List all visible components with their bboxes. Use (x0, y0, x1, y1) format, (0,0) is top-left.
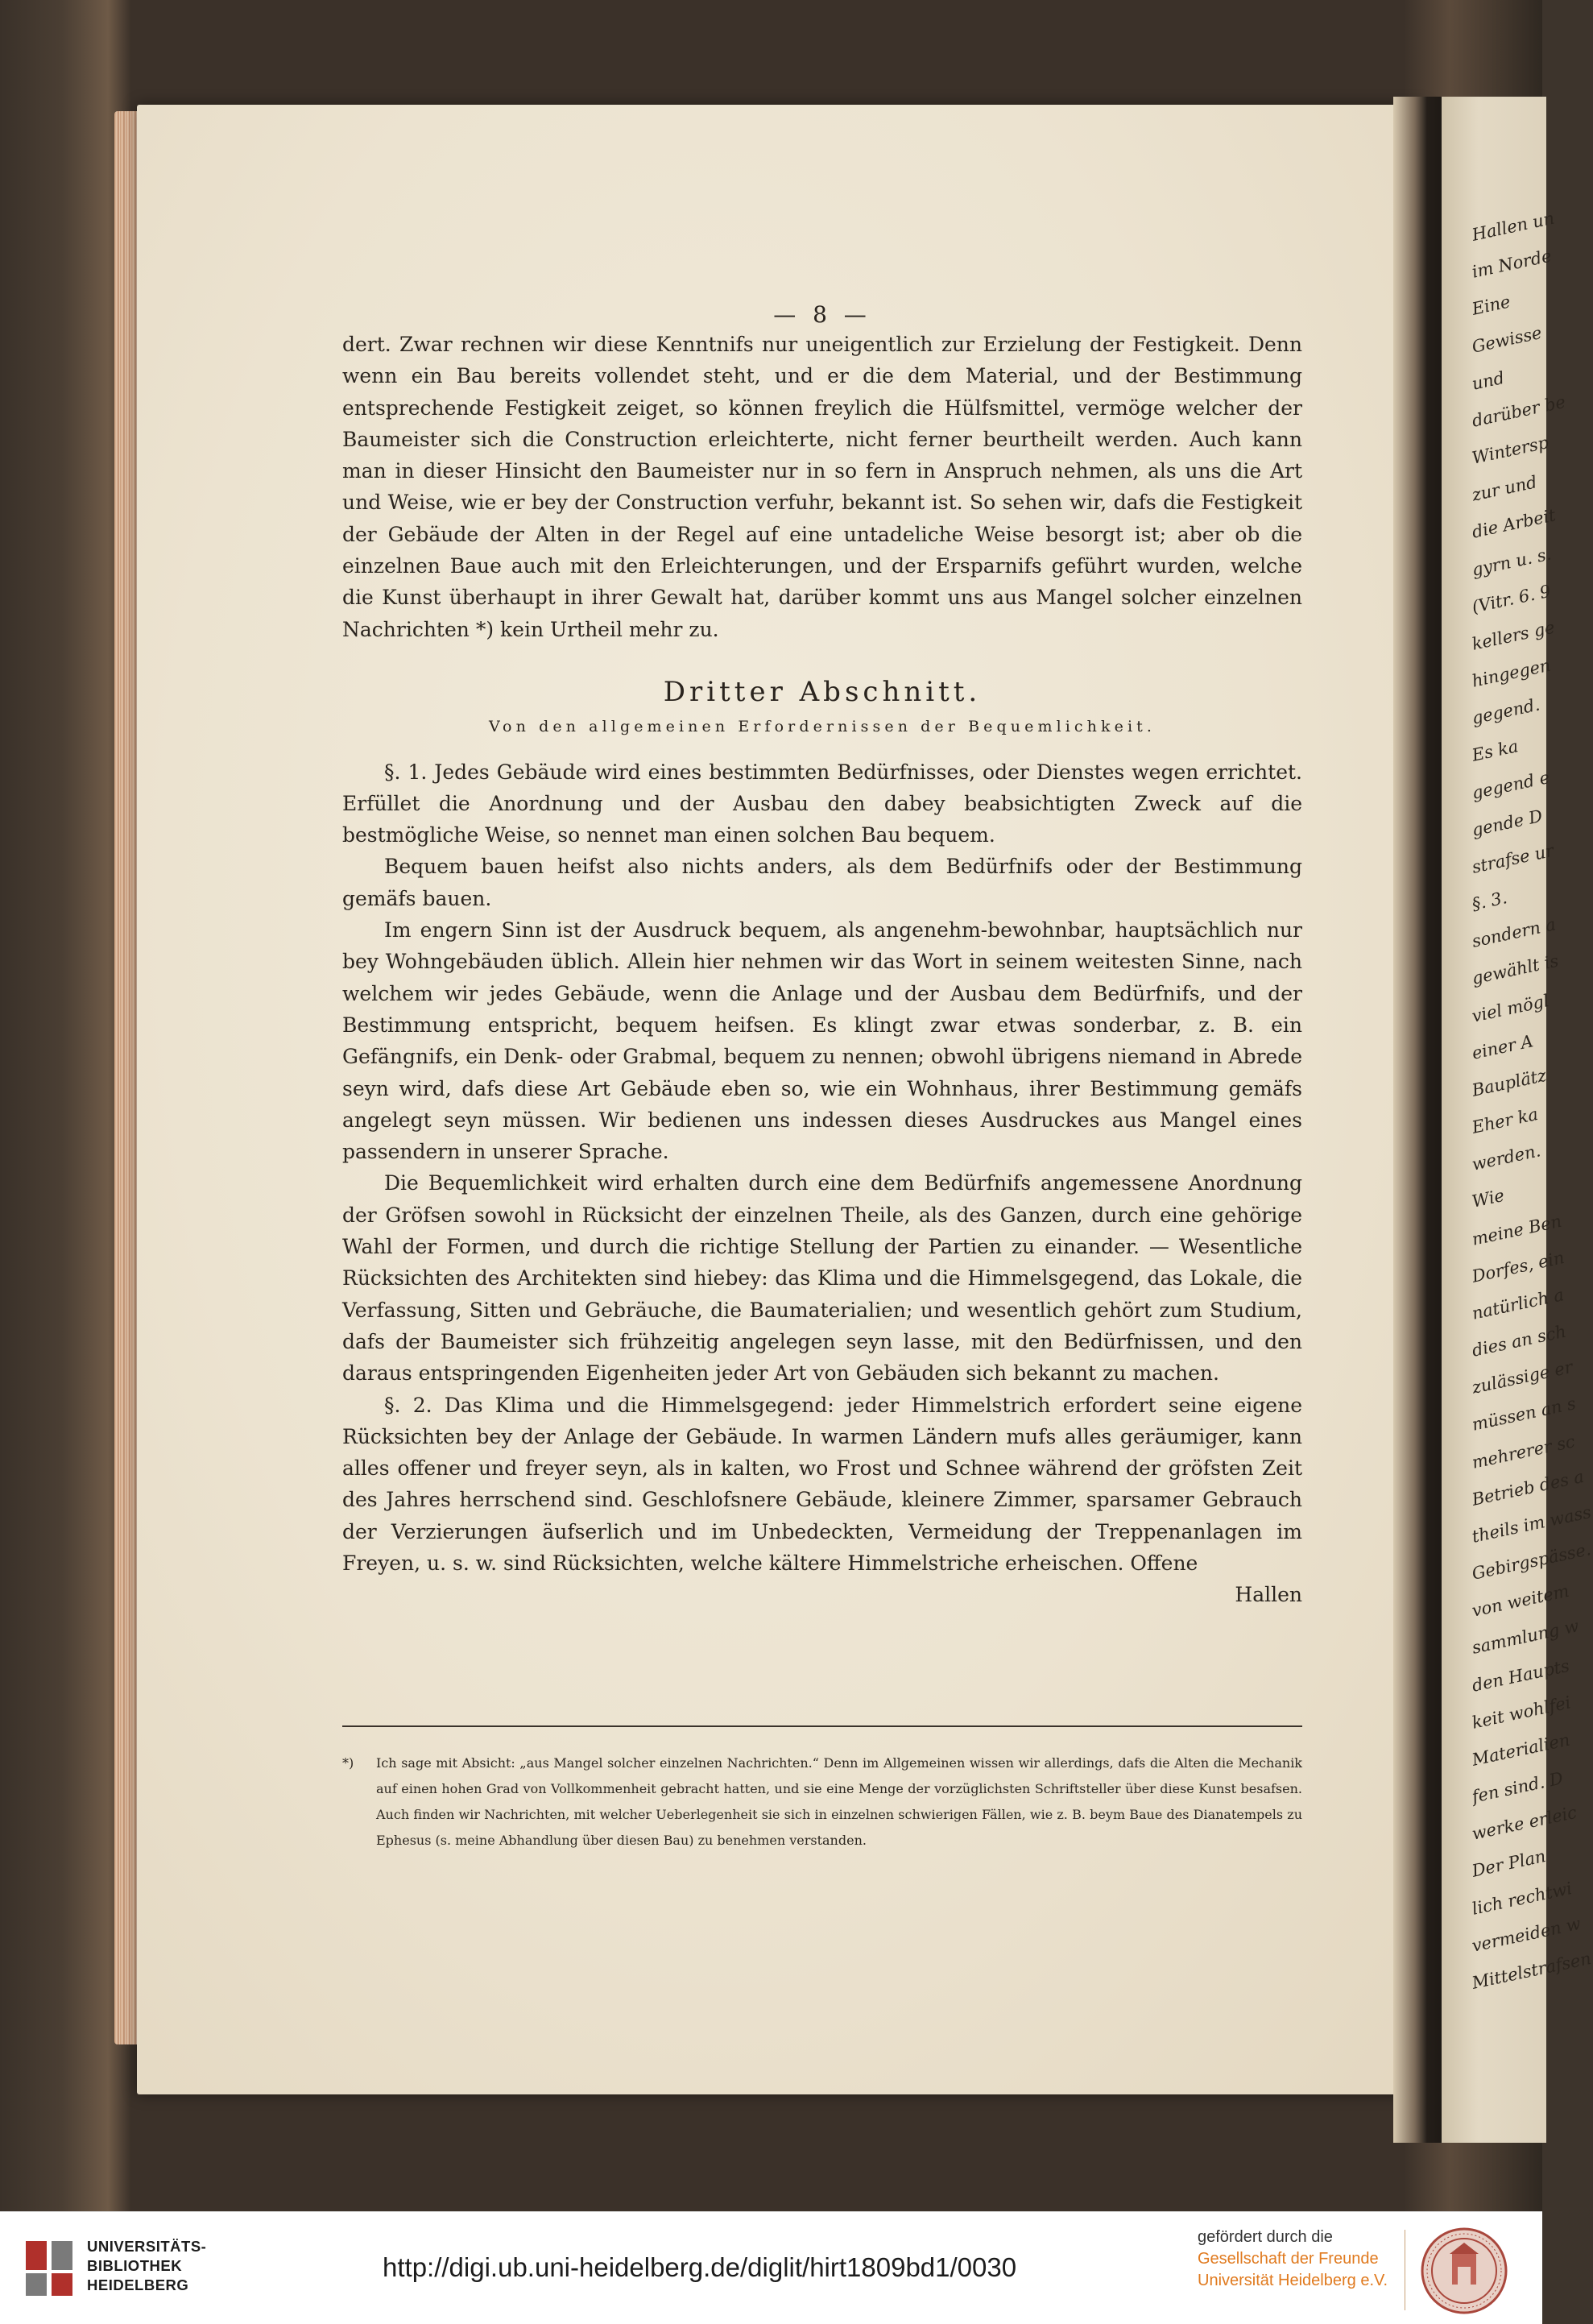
page-number: — 8 — (773, 301, 871, 328)
next-page-fragment-text: gende D (1470, 806, 1545, 840)
next-page-fragment-text: Eher ka (1470, 1104, 1540, 1137)
next-page-fragment-text: gyrn u. s. (1470, 544, 1554, 580)
next-page-fragment-text: theils im wass (1470, 1502, 1593, 1547)
next-page-fragment-text: gegend e (1470, 767, 1552, 803)
next-page-fragment-text: Es ka (1470, 736, 1521, 766)
next-page-fragment-text: Materialien (1470, 1730, 1572, 1770)
next-page-fragment-text: von weitem (1470, 1581, 1571, 1622)
paragraph-bequemlichkeit: Die Bequemlichkeit wird erhalten durch eine dem Bedürfnifs angemessene Anordnung der Gröfsen sowohl in Rücksicht der einzelnen Theile, als des Ganzen, durch eine gehörige Wahl der Formen, und durch die richtige Stellung der Partien zu einander. — Wesentliche Rücksichten des Architekten sind hiebey: das Klima und die Himmelsgegend, das Lokale, die Verfassung, Sitten und Gebräuche, die Baumaterialien; und wesentlich gehört zum Studium, dafs der Baumeister sich frühzeitig angelegen seyn lasse, mit den Bedürfnissen, und den daraus entspringenden Eigenheiten jeder Art von Gebäuden sich bekannt zu machen. (342, 1171, 1302, 1386)
next-page-fragment-text: hingegen (1470, 655, 1553, 691)
next-page-fragment-text: müssen an s (1470, 1394, 1578, 1435)
next-page-fragment-text: sondern a (1470, 914, 1558, 951)
next-page-fragment-text: kellers ge (1470, 617, 1557, 654)
next-page-fragment-text: den Haupts (1470, 1655, 1571, 1696)
next-page-fragment-text: zulässige er (1470, 1357, 1574, 1398)
next-page-fragment-text: Der Plan (1470, 1846, 1548, 1882)
footnote-text: Ich sage mit Absicht: „aus Mangel solcher einzelnen Nachrichten.“ Denn im Allgemeinen wissen wir allerdings, dafs die Alten die Mechanik auf einen hohen Grad von Vollkommenheit gebracht hatten, und sie eine Menge der vorzüglichsten Schriftsteller über diese Kunst besafsen. Auch finden wir Nachrichten, mit welcher Ueberlegenheit sie sich in einzelnen schwierigen Fällen, wie z. B. beym Baue des Dianatempels zu Ephesus (s. meine Abhandlung über diesen Bau) zu benehmen verstanden. (376, 1755, 1302, 1848)
next-page-fragment-text: mehrerer sc (1470, 1431, 1577, 1473)
next-page-fragment-text: (Vitr. 6. 9 (1470, 581, 1553, 617)
next-page-fragment-text: lich rechtwi (1470, 1878, 1574, 1919)
next-page-fragment-text: fen sind. D (1470, 1768, 1566, 1807)
next-page-fragment-text: im Norde (1470, 246, 1554, 282)
paragraph-bequem-bauen: Bequem bauen heifst also nichts anders, als dem Bedürfnifs oder der Bestimmung gemäfs bauen. (342, 855, 1302, 910)
footnote-rule (342, 1725, 1302, 1727)
next-page-fragment-text: keit wohlfei (1470, 1692, 1573, 1733)
next-page-fragment-text: vermeiden w (1470, 1913, 1583, 1956)
library-line-1: UNIVERSITÄTS- (87, 2238, 207, 2255)
footnote-mark: *) (342, 1755, 354, 1771)
footnote (342, 1750, 1302, 1854)
next-page-fragment-text: Hallen un (1470, 208, 1557, 245)
next-page-fragment-text: einer A (1470, 1030, 1535, 1063)
university-library-name (87, 2237, 206, 2295)
permalink-url[interactable]: http://digi.ub.uni-heidelberg.de/diglit/hirt1809bd1/0030 (383, 2252, 1017, 2282)
next-page-fragment-text: viel mögl (1470, 990, 1551, 1026)
next-page-fragment-text: §. 3. (1470, 888, 1509, 914)
catchword: Hallen (1235, 1583, 1302, 1607)
paragraph-engern-sinn: Im engern Sinn ist der Ausdruck bequem, als angenehm-bewohnbar, hauptsächlich nur bey Wohngebäuden üblich. Allein hier nehmen wir das Wort in seinem weitesten Sinne, nach welchem wir jedes Gebäude, wenn die Anlage und der Ausbau dem Bedürfnifs, und der Bestimmung entspricht, bequem heifsen. Es klingt zwar etwas sonderbar, z. B. ein Gefängnifs, ein Denk- oder Grabmal, bequem zu nennen; obwohl übrigens niemand in Abrede seyn wird, dafs diese Art Gebäude eben so, wie ein Wohnhaus, ihrer Bestimmung gemäfs angelegt seyn müssen. Wir bedienen uns indessen dieses Ausdruckes aus Mangel eines passendern in unserer Sprache. (342, 918, 1302, 1164)
paragraph-section-1: §. 1. Jedes Gebäude wird eines bestimmten Bedürfnisses, oder Dienstes wegen errichtet. Erfüllet die Anordnung und der Ausbau den dabey beabsichtigten Zweck auf die bestmögliche Weise, so nennet man einen solchen Bau bequem. (342, 760, 1302, 847)
next-page-fragment-text: Wintersp (1470, 433, 1550, 468)
next-page-fragment-text: Wie (1470, 1186, 1506, 1212)
sponsor-label: gefördert durch die (1198, 2228, 1333, 2246)
book-gutter (1393, 97, 1442, 2143)
next-page-fragment-text: Dorfes, ein (1470, 1247, 1566, 1286)
next-page-fragment-text: Betrieb des a (1470, 1466, 1586, 1510)
next-page-fragment-text: Bauplätz (1470, 1065, 1549, 1100)
paragraph-section-2: §. 2. Das Klima und die Himmelsgegend: jeder Himmelstrich erfordert seine eigene Rücksichten bey der Anlage der Gebäude. In warmen Ländern mufs alles geräumiger, kann alles offener und freyer seyn, als in kalten, wo Frost und Schnee während der gröfsten Zeit des Jahres herrschend sind. Geschlofsnere Gebäude, kleinere Zimmer, sparsamer Gebrauch der Verzierungen äufserlich und im Unbedeckten, Vermeidung der Treppenanlagen im Freyen, u. s. w. sind Rücksichten, welche kältere Himmelstriche erheischen. Offene (342, 1393, 1302, 1575)
section-subtitle: Von den allgemeinen Erfordernissen der Bequemlichkeit. (488, 718, 1156, 736)
next-page-fragment-text: die Arbeit (1470, 505, 1558, 543)
next-page-fragment-text: dies an sch (1470, 1321, 1568, 1361)
section-title: Dritter Abschnitt. (663, 675, 982, 708)
next-page-fragment-text: meine Ben (1470, 1211, 1564, 1249)
next-page-fragment-text: zur und (1470, 472, 1539, 505)
sponsor-block (1198, 2227, 1388, 2292)
next-page-fragment-text: sammlung w (1470, 1616, 1581, 1659)
next-page-fragment (1442, 97, 1593, 2143)
next-page-fragment-text: werden. (1470, 1141, 1543, 1174)
paragraph-continuation: dert. Zwar rechnen wir diese Kenntnifs nur uneigentlich zur Erzielung der Festigkeit. Denn wenn ein Bau bereits vollendet steht, und er die dem Material, und der Bestimmung entsprechende Festigkeit zeiget, so können freylich die Hülfsmittel, vermöge welcher der Baumeister sich die Construction erleichterte, nicht ferner beurtheilt werden. Auch kann man in dieser Hinsicht den Baumeister nur in so fern in Anspruch nehmen, als uns die Art und Weise, wie er bey der Construction verfuhr, bekannt ist. So sehen wir, dafs die Festigkeit der Gebäude der Alten in der Regel auf eine untadeliche Weise besorgt ist; aber ob die einzelnen Baue auch mit den Erleichterungen, und der Ersparnifs geführt wurden, welche die Kunst überhaupt in ihrer Gewalt hat, darüber kommt uns aus Mangel solcher einzelnen Nachrichten *) kein Urtheil mehr zu. (342, 333, 1302, 641)
next-page-fragment-text: werke erleic (1470, 1803, 1579, 1845)
footer-bar (0, 2211, 1542, 2324)
next-page-fragment-text: Gewisse (1470, 322, 1544, 357)
sponsor-name-line-1: Gesellschaft der Freunde (1198, 2250, 1379, 2268)
next-page-fragment-text: und (1470, 367, 1507, 394)
library-line-2: BIBLIOTHEK (87, 2257, 183, 2274)
university-seal-icon (1420, 2227, 1508, 2315)
next-page-fragment-text: Eine (1470, 292, 1512, 320)
next-page-fragment-text: strafse ur (1470, 840, 1556, 877)
next-page-fragment-text: gegend. (1470, 694, 1542, 728)
page-text-block (342, 301, 1302, 1611)
next-page-fragment-text: natürlich a (1470, 1285, 1566, 1324)
library-line-3: HEIDELBERG (87, 2276, 189, 2293)
next-page-fragment-text: Gebirgspässe. (1470, 1539, 1593, 1584)
next-page-fragment-text: gewählt is (1470, 951, 1561, 989)
next-page-fragment-text: darüber be (1470, 391, 1567, 431)
university-library-logo-icon (23, 2238, 76, 2299)
sponsor-name-line-2: Universität Heidelberg e.V. (1198, 2272, 1388, 2289)
next-page-fragment-text: Mittelstrafsen (1470, 1948, 1593, 1993)
